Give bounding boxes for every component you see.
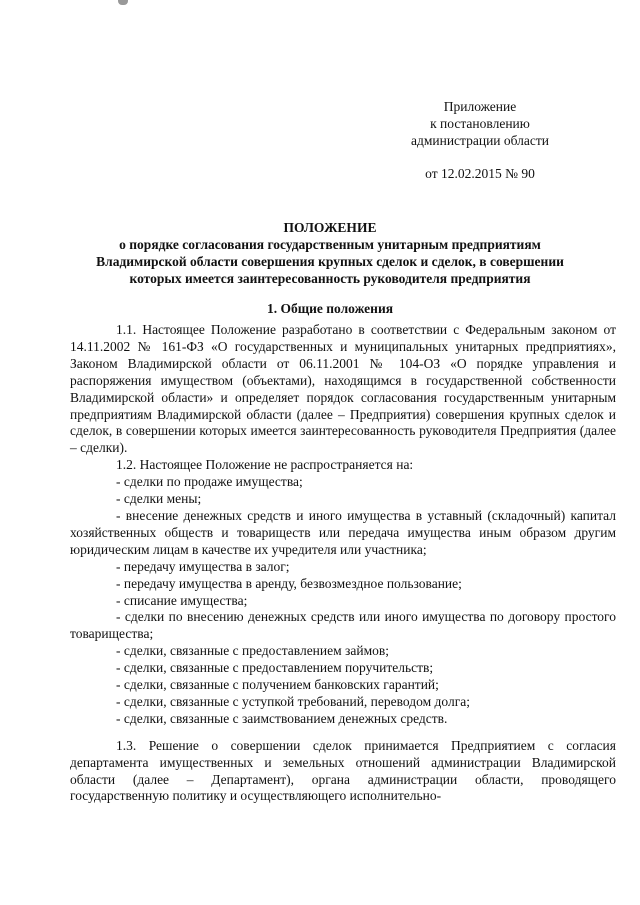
appendix-block <box>400 98 560 182</box>
list-item: - списание имущества; <box>116 592 248 608</box>
document-title <box>70 219 590 287</box>
list-item: - сделки, связанные с получением банковских гарантий; <box>116 677 439 693</box>
paragraph-1-2: 1.2. Настоящее Положение не распространяется на: <box>116 457 414 473</box>
paragraph-1-3: 1.3. Решение о совершении сделок принимается Предприятием с согласия департамента имущественных и земельных отношений администрации Владимирской области (далее – Департамент), органа администрации области, проводящего государственную политику и осуществляющего исполнительно- <box>70 737 616 804</box>
appendix-date: от 12.02.2015 № 90 <box>425 166 535 181</box>
appendix-line-1: Приложение <box>443 99 517 114</box>
paragraph-1-1: 1.1. Настоящее Положение разработано в соответствии с Федеральным законом от 14.11.2002 № 161-ФЗ «О государственных и муниципальных унитарных предприятиях», Законом Владимирской области от 06.11.2001 № 104-ОЗ «О порядке управления и распоряжения имуществом (объектами), находящимся в государственной собственности Владимирской области» и определяет порядок согласования государственным унитарным предприятиям Владимирской области (далее – Предприятия) совершения крупных сделок и сделок, в совершении которых имеется заинтересованность руководителя Предприятия (далее – сделки). <box>70 322 616 456</box>
list-item: - сделки по внесению денежных средств или иного имущества по договору простого товарищества; <box>70 609 616 642</box>
scan-artifact <box>118 0 128 5</box>
list-item: - сделки по продаже имущества; <box>116 474 303 490</box>
title-line-1: о порядке согласования государственным унитарным предприятиям <box>119 237 541 252</box>
list-item: - сделки, связанные с предоставлением займов; <box>116 643 390 659</box>
list-item: - передачу имущества в аренду, безвозмездное пользование; <box>116 575 462 591</box>
appendix-line-2: к постановлению <box>430 116 530 131</box>
list-item: - передачу имущества в залог; <box>116 558 290 574</box>
appendix-line-3: администрации области <box>410 133 550 148</box>
document-body <box>70 322 616 805</box>
list-item: - сделки, связанные с заимствованием денежных средств. <box>116 710 448 726</box>
list-item: - сделки, связанные с предоставлением поручительств; <box>116 660 434 676</box>
title-line-2: Владимирской области совершения крупных сделок и сделок, в совершении <box>96 254 564 269</box>
list-item: - сделки, связанные с уступкой требований, переводом долга; <box>116 693 471 709</box>
title-heading: ПОЛОЖЕНИЕ <box>283 220 377 235</box>
list-item: - внесение денежных средств и иного имущества в уставный (складочный) капитал хозяйственных обществ и товариществ или передача имущества иным образом другим юридическим лицам в качестве их учредителя или участника; <box>70 507 616 557</box>
title-line-3: которых имеется заинтересованность руководителя предприятия <box>129 271 531 286</box>
list-item: - сделки мены; <box>116 491 202 507</box>
section-1-title: 1. Общие положения <box>266 301 394 316</box>
